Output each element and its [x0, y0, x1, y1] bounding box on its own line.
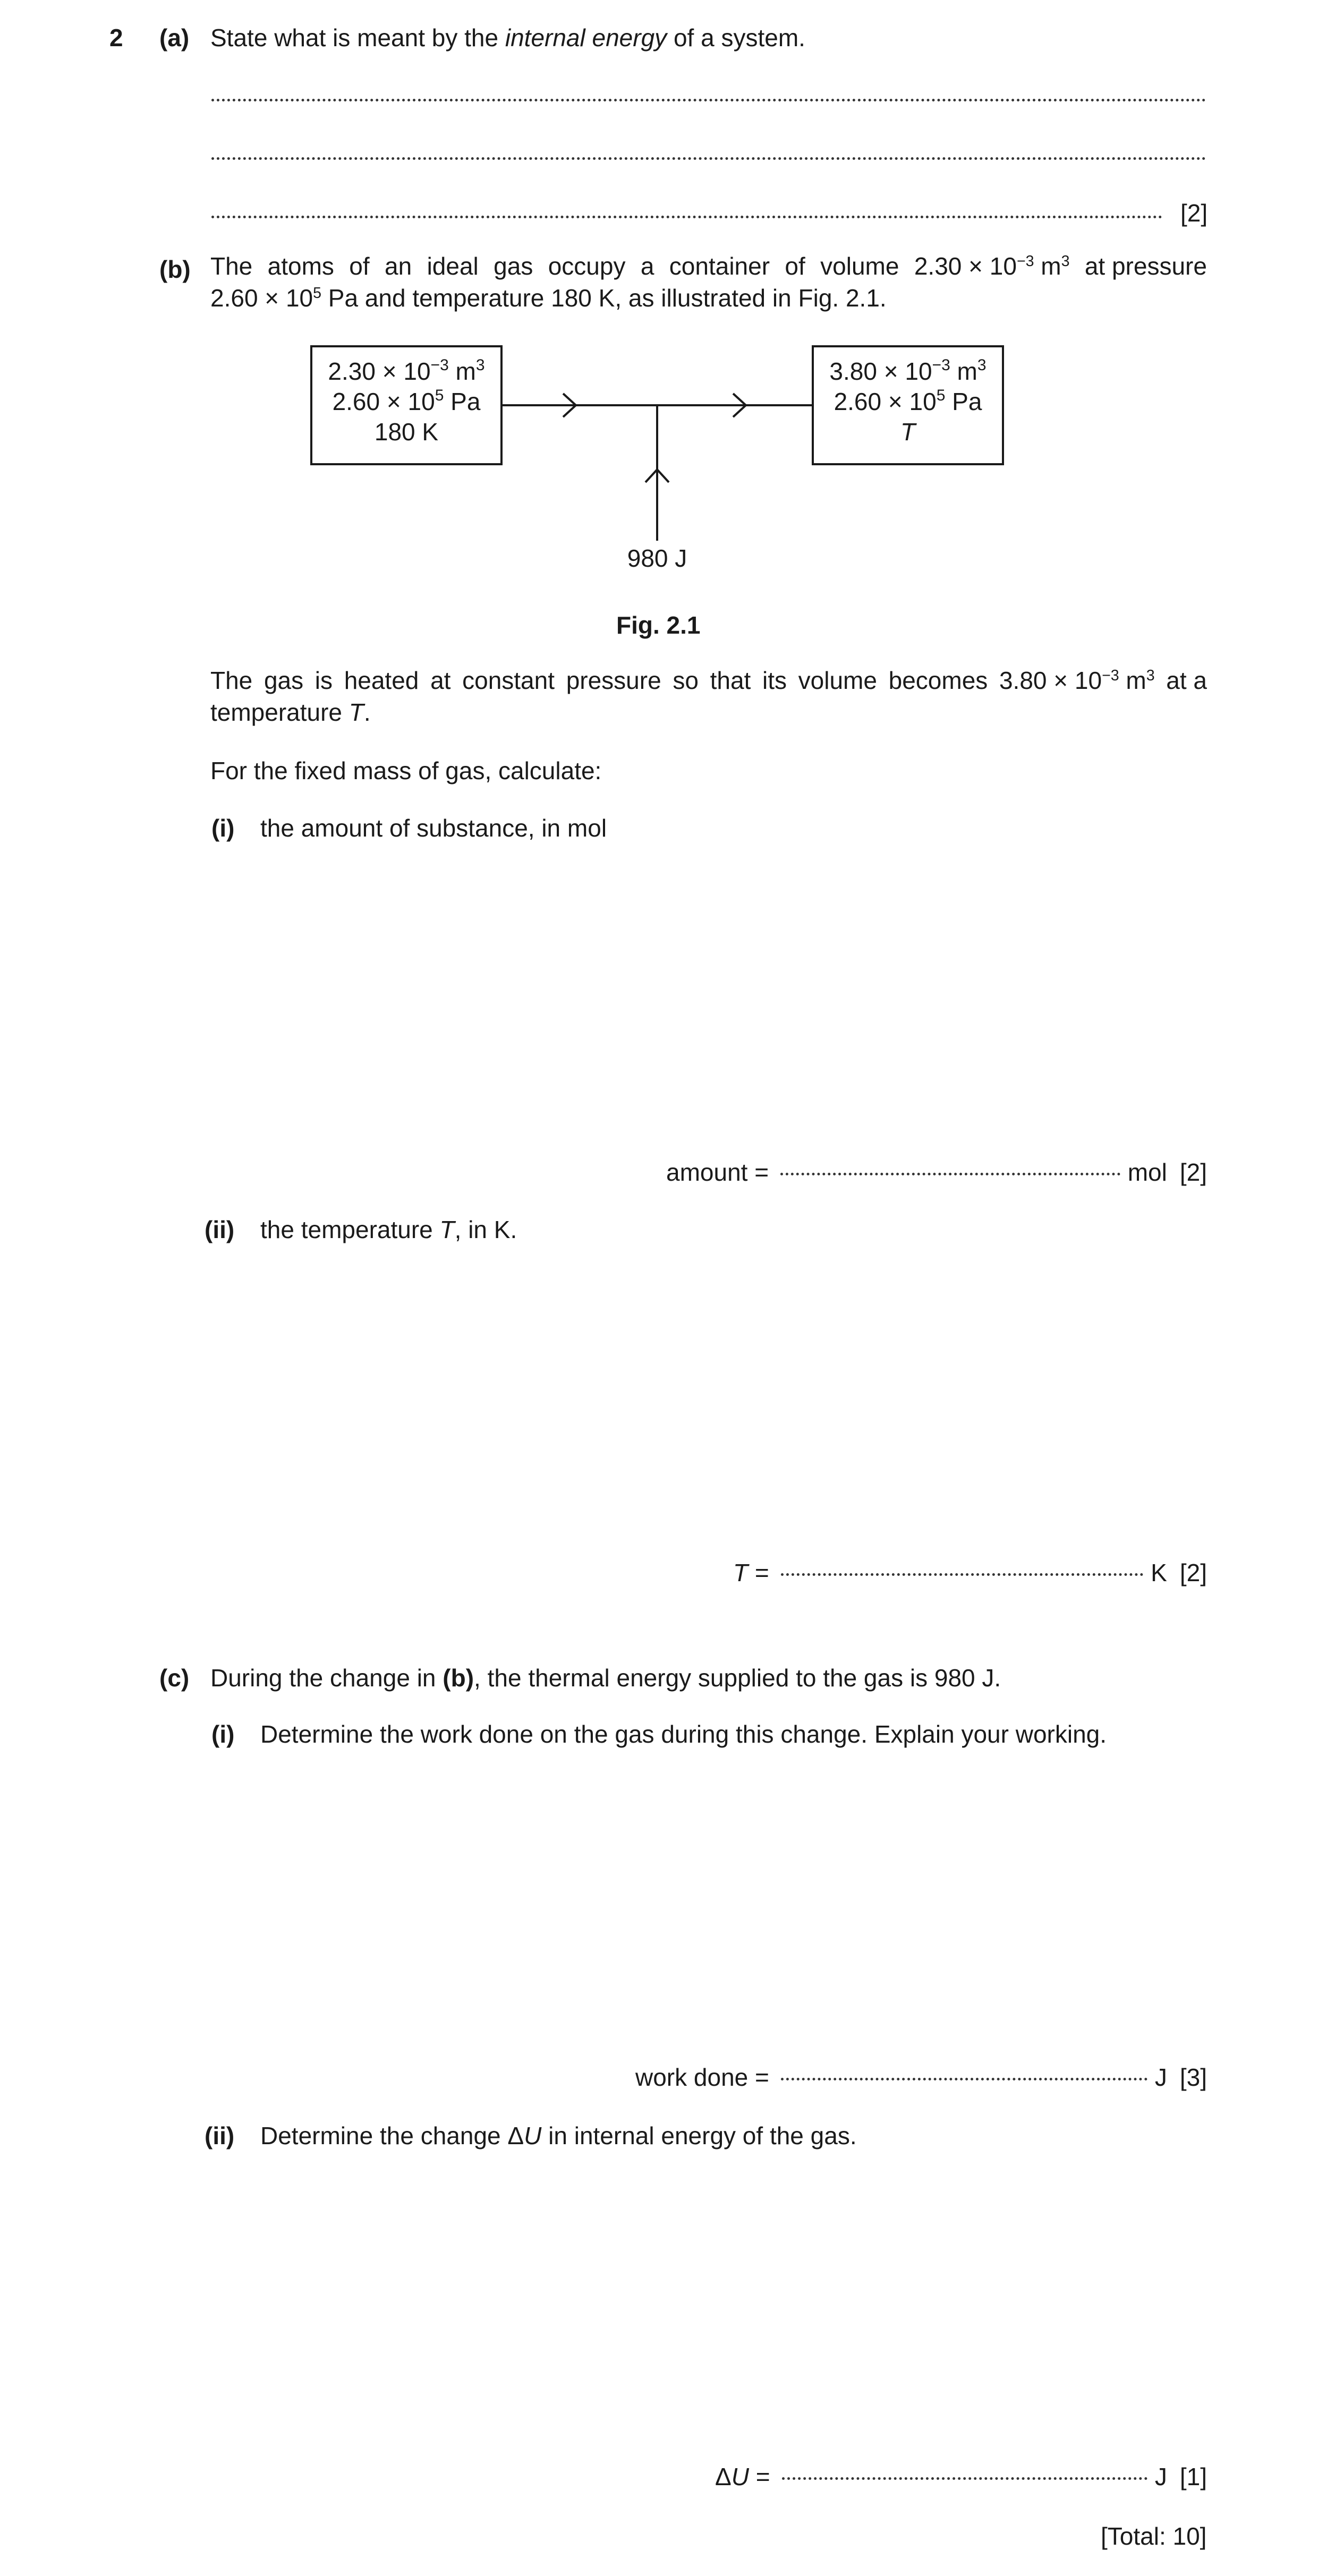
part-b-heated-volume: $3.80 \times 10^{-3}$ $m^3$	[999, 667, 1155, 694]
temperature-unit: K	[1151, 1559, 1167, 1586]
part-c-ii-answer[interactable]	[715, 2462, 1207, 2492]
part-b-word: constant	[462, 667, 555, 694]
initial-temperature: 180 K	[374, 418, 439, 446]
part-b-word: atoms	[267, 252, 334, 280]
part-b-word: gas	[263, 667, 304, 694]
total-marks: [Total: 10]	[1101, 2522, 1207, 2550]
part-a-answer-line-2[interactable]	[211, 157, 1206, 160]
initial-pressure: $2.60 \times 10^5$ Pa	[332, 387, 481, 415]
part-b-fixed-mass: For the fixed mass of gas, calculate:	[210, 757, 602, 784]
part-b-word: The	[210, 252, 253, 280]
final-pressure: $2.60 \times 10^5$ Pa	[834, 387, 982, 415]
part-a-text-post: of a system.	[667, 24, 805, 52]
part-c-i-text: Determine the work done on the gas during this change. Explain your working.	[260, 1720, 1107, 1748]
final-temperature: T	[900, 418, 916, 446]
fig-2-1-diagram	[297, 335, 1041, 584]
part-b-word: volume	[820, 252, 899, 280]
part-a-text-emphasis: internal energy	[505, 24, 667, 52]
part-b-word: container	[669, 252, 770, 280]
part-a-answer-line-3[interactable]	[211, 216, 1162, 218]
part-c-ii-label: (ii)	[205, 2122, 235, 2149]
temperature-marks: [2]	[1179, 1559, 1207, 1586]
part-b-heated-line-1	[210, 666, 1207, 695]
part-c-label: (c)	[159, 1664, 190, 1692]
energy-label: 980 J	[627, 544, 687, 572]
part-c-text: During the change in (b), the thermal energy supplied to the gas is 980 J.	[210, 1664, 1001, 1692]
temperature-label: T =	[733, 1559, 769, 1586]
part-b-word: occupy	[548, 252, 626, 280]
part-a-question	[210, 23, 805, 53]
part-b-word: an	[385, 252, 412, 280]
part-b-intro-line-2: $2.60 \times 10^5$ Pa and temperature 180 K, as illustrated in Fig. 2.1.	[210, 284, 887, 312]
part-c-i-answer[interactable]	[635, 2063, 1207, 2092]
work-done-marks: [3]	[1179, 2063, 1207, 2091]
part-c-i-label: (i)	[211, 1720, 235, 1748]
part-b-word: at pressure	[1084, 252, 1207, 280]
part-b-word: pressure	[566, 667, 661, 694]
delta-u-label: ΔU =	[715, 2463, 770, 2490]
part-b-i-text: the amount of substance, in mol	[260, 814, 607, 842]
part-b-word: so	[673, 667, 699, 694]
part-b-word: gas	[494, 252, 533, 280]
part-b-word: its	[762, 667, 787, 694]
part-b-i-answer[interactable]	[666, 1158, 1207, 1187]
part-b-word: that	[710, 667, 751, 694]
part-b-word: heated	[344, 667, 419, 694]
part-b-volume: $2.30 \times 10^{-3}$ $m^3$	[914, 252, 1070, 280]
part-b-ii-label: (ii)	[205, 1216, 235, 1243]
part-b-intro-line-1	[210, 252, 1207, 281]
amount-label: amount =	[666, 1158, 769, 1186]
part-b-label: (b)	[159, 255, 191, 283]
part-b-ii-text: the temperature T, in K.	[260, 1216, 517, 1243]
part-b-word: of	[349, 252, 370, 280]
part-b-word: at a	[1166, 667, 1207, 694]
work-done-unit: J	[1154, 2063, 1167, 2091]
part-b-word: of	[785, 252, 805, 280]
part-b-word: at	[430, 667, 451, 694]
amount-marks: [2]	[1179, 1158, 1207, 1186]
part-b-word: a	[640, 252, 654, 280]
part-c-ii-text: Determine the change ΔU in internal energy of the gas.	[260, 2122, 857, 2149]
part-b-word: ideal	[427, 252, 479, 280]
delta-u-unit: J	[1154, 2463, 1167, 2490]
part-a-text-pre: State what is meant by the	[210, 24, 505, 52]
amount-answer-dots[interactable]	[780, 1173, 1120, 1175]
part-b-heated-line-2: temperature T.	[210, 698, 371, 726]
part-a-marks: [2]	[1180, 199, 1208, 227]
part-b-i-label: (i)	[211, 814, 235, 842]
part-b-ii-answer[interactable]	[733, 1558, 1207, 1588]
final-volume: $3.80 \times 10^{-3}$ $m^3$	[829, 356, 987, 385]
part-b-word: volume	[798, 667, 877, 694]
part-b-word: is	[314, 667, 333, 694]
amount-unit: mol	[1127, 1158, 1167, 1186]
delta-u-marks: [1]	[1179, 2463, 1207, 2490]
temperature-answer-dots[interactable]	[781, 1573, 1143, 1576]
work-done-label: work done =	[635, 2063, 769, 2091]
question-number: 2	[109, 24, 123, 52]
initial-volume: $2.30 \times 10^{-3}$ $m^3$	[328, 356, 485, 385]
part-b-word: becomes	[888, 667, 988, 694]
part-a-answer-line-1[interactable]	[211, 99, 1206, 101]
part-b-word: The	[210, 667, 253, 694]
part-a-label: (a)	[159, 24, 190, 52]
figure-caption: Fig. 2.1	[616, 611, 701, 639]
delta-u-answer-dots[interactable]	[782, 2477, 1147, 2480]
work-done-answer-dots[interactable]	[781, 2078, 1147, 2080]
